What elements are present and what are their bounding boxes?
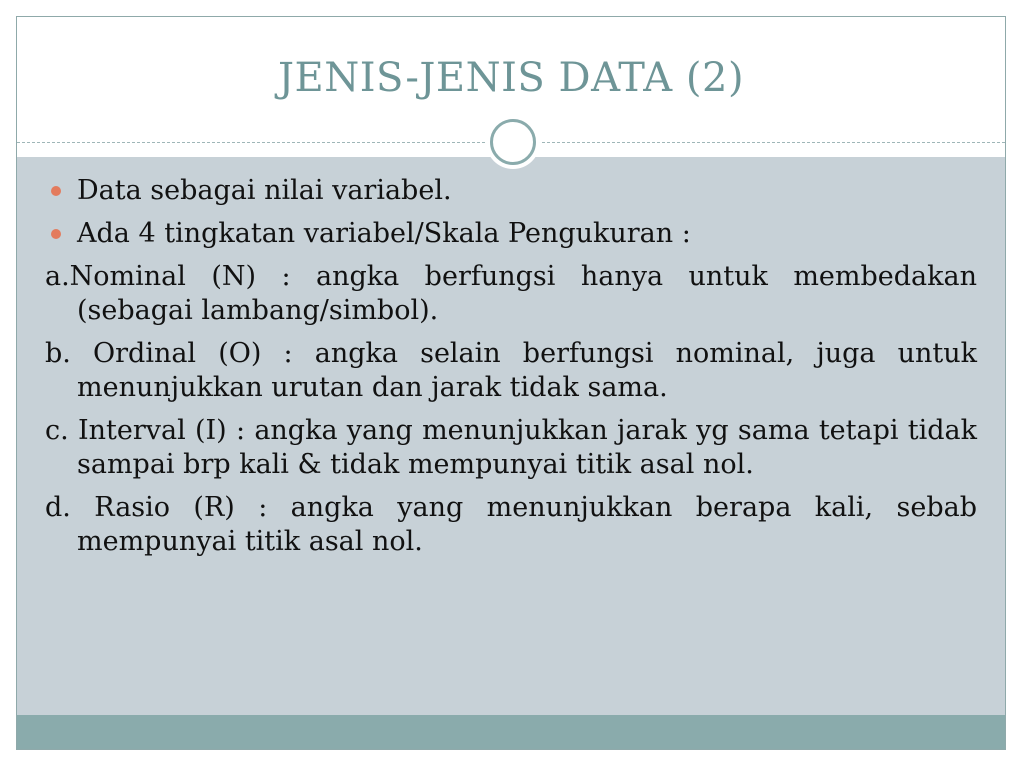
- bullet-text: Data sebagai nilai variabel.: [77, 175, 452, 206]
- scale-item-ordinal: b. Ordinal (O) : angka selain berfungsi nominal, juga untuk menunjukkan urutan dan jarak tidak sama.: [45, 338, 977, 403]
- slide: [16, 16, 1006, 750]
- bullet-dot-icon: [51, 229, 61, 239]
- scale-item-interval: c. Interval (I) : angka yang menunjukkan jarak yg sama tetapi tidak sampai brp kali & tidak mempunyai titik asal nol.: [45, 415, 977, 480]
- footer-bar: [17, 715, 1005, 750]
- bullet-dot-icon: [51, 186, 61, 196]
- ornament-ring: [490, 119, 536, 165]
- bullet-text: Ada 4 tingkatan variabel/Skala Pengukuran :: [77, 218, 691, 249]
- slide-body: [45, 174, 977, 568]
- bullet-item: [45, 217, 977, 251]
- bullet-item: [45, 174, 977, 208]
- scale-item-ratio: d. Rasio (R) : angka yang menunjukkan berapa kali, sebab mempunyai titik asal nol.: [45, 492, 977, 557]
- slide-title: JENIS-JENIS DATA (2): [277, 55, 745, 101]
- scale-item-nominal: a.Nominal (N) : angka berfungsi hanya untuk membedakan (sebagai lambang/simbol).: [45, 261, 977, 326]
- circle-ornament-icon: [486, 115, 540, 169]
